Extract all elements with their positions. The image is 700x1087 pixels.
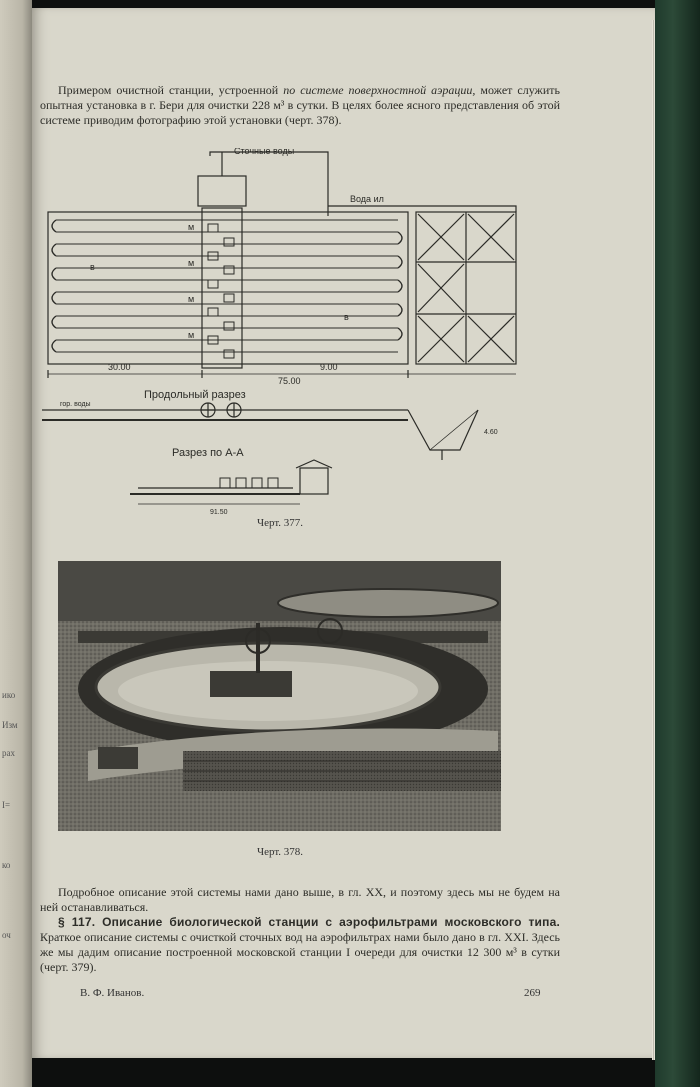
aeration-channels: [56, 220, 398, 352]
label-section-aa: Разрез по А-А: [172, 447, 244, 459]
previous-page-edge: ико Изм рах I= ко оч: [0, 0, 32, 1087]
section-body: Краткое описание системы с очисткой сточных вод на аэрофильтрах нами было дано в гл. XXI. Здесь же мы дадим описание построенной московской станции I очереди для очистки 12 300 м³ в сутки (черт. 379).: [40, 930, 560, 974]
dim-4: 91.50: [210, 509, 228, 516]
letter-m-3: м: [188, 294, 195, 304]
station-plan-drawing: [38, 148, 528, 518]
label-water-level: гор. воды: [60, 401, 91, 408]
letter-m-1: м: [188, 222, 195, 232]
figure-caption-377: Черт. 377.: [256, 517, 304, 529]
intro-text-italic: по системе поверхностной аэрации,: [283, 83, 476, 97]
dim-2: 75.00: [278, 376, 301, 386]
section-heading: § 117. Описание биологической станции с аэрофильтрами московского типа.: [58, 915, 560, 929]
letter-b-2: в: [344, 312, 349, 322]
closing-paragraph: Подробное описание этой системы нами дано выше, в гл. XX, и поэтому здесь мы не будем на ней останавливаться.: [40, 885, 560, 914]
intro-paragraph: [40, 83, 560, 128]
label-long-section: Продольный разрез: [144, 389, 246, 401]
letter-m-2: м: [188, 258, 195, 268]
letter-b-1: в: [90, 262, 95, 272]
intro-text-2: может служить опытная установка в г. Бери для очистки 228 м³ в сутки. В целях более ясного представления об этой системе приводим фотографию этой установки (черт. 378).: [40, 83, 560, 127]
book-cover: [655, 0, 700, 1087]
figure-caption-378: Черт. 378.: [256, 846, 304, 858]
station-photograph: [58, 561, 501, 831]
label-sewage: Сточные воды: [234, 148, 295, 156]
label-sludge: Вода ил: [350, 194, 384, 204]
dim-3: 9.00: [320, 362, 338, 372]
dim-1: 30.00: [108, 362, 131, 372]
settling-tanks: [416, 212, 516, 364]
intro-text-1: Примером очистной станции, устроенной: [58, 83, 284, 97]
dim-5: 4.60: [484, 429, 498, 436]
letter-m-4: м: [188, 330, 195, 340]
section-117: [40, 915, 560, 975]
footer-author: В. Ф. Иванов.: [80, 987, 145, 999]
page-number: 269: [524, 987, 541, 999]
